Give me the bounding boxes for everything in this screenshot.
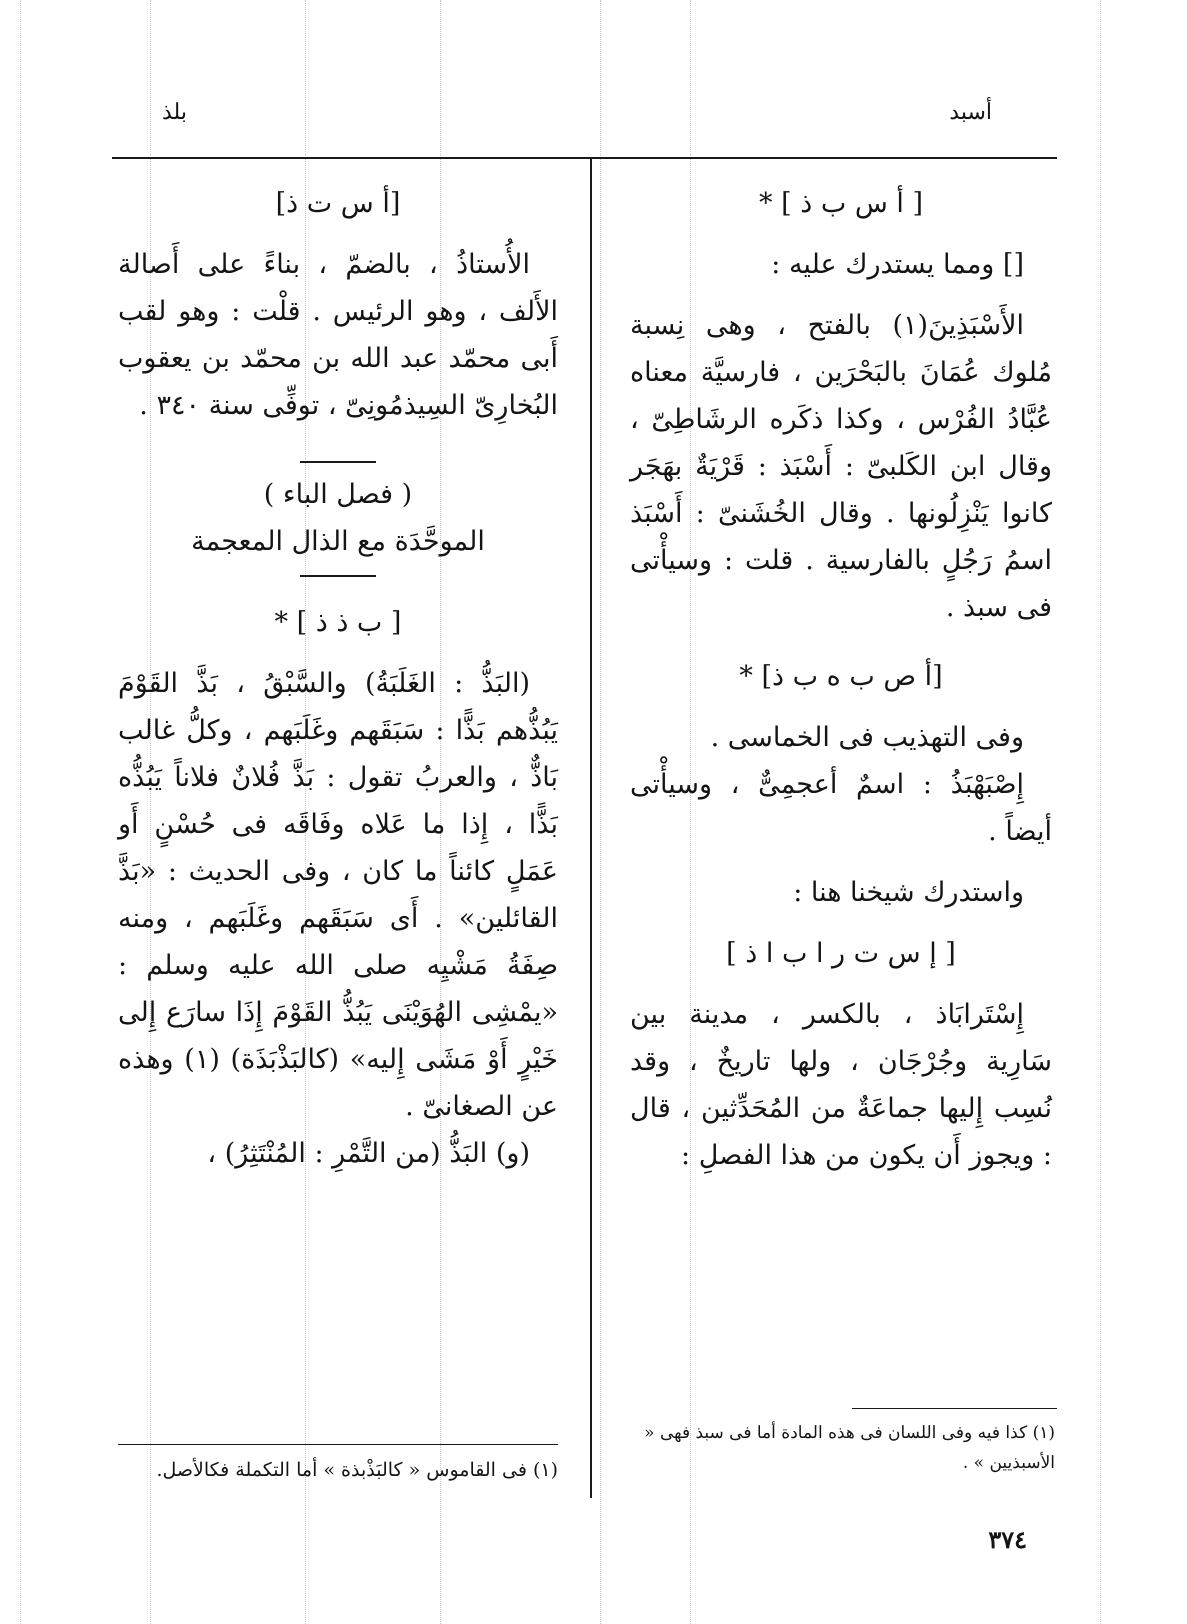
entry-text-tahdhib: وفى التهذيب فى الخماسى . — [710, 722, 1024, 753]
entry-text-istarabadh: إِسْتَرابَاذ ، بالكسر ، مدينة بين سَارِية وجُرْجَان ، ولها تاريخٌ ، وقد نُسِب إِليها جماعَةٌ من المُحَدِّثين ، قال : ويجوز أَن يكون من هذا الفصلِ : — [630, 999, 1052, 1171]
entry-heading-ustadh: [أ س ت ذ] — [275, 188, 401, 219]
page-number: ٣٧٤ — [988, 1525, 1027, 1554]
entry-intro: [] ومما يستدرك عليه : — [771, 249, 1024, 280]
left-column — [118, 180, 558, 1177]
entry-heading-badhdh: [ ب ذ ذ ] * — [274, 607, 402, 638]
section-title: ( فصل الباء ) — [263, 479, 413, 510]
footnote-right: (١) كذا فيه وفى اللسان فى هذه المادة أما فى سبذ فهى « الأسبذيين » . — [644, 1423, 1055, 1473]
entry-text-badhdh-2: (و) البَذُّ (من التَّمْرِ : المُنْتَثِرُ) ، — [207, 1138, 530, 1169]
entry-heading-istarabadh: [ إ س ت ر ا ب ا ذ ] — [726, 938, 956, 969]
right-column — [630, 180, 1052, 1179]
top-rule — [112, 157, 1057, 159]
footnote-rule-left — [118, 1444, 558, 1445]
entry-intro-shaykhuna: واستدرك شيخنا هنا : — [793, 877, 1024, 908]
running-head-left: بلذ — [162, 100, 187, 125]
grid-line — [20, 0, 21, 1624]
column-divider — [590, 158, 592, 1498]
entry-text-isbahbadh: إِصْبَهْبَذُ : اسمٌ أعجمِىٌّ ، وسيأْتى أيضاً . — [630, 769, 1052, 847]
entry-heading-asbadh: [ أ س ب ذ ] * — [759, 188, 923, 219]
entry-text-asbadh: الأَسْبَذِينَ(١) بالفتح ، وهى نِسبة مُلوك عُمَانَ بالبَحْرَين ، فارسيَّة معناه عُبَّادُ الفُرْس ، وكذا ذكَره الرشَاطِىّ ، وقال ابن الكَلبىّ : أَسْبَذ : قَرْيَةٌ بهَجَر كانوا يَنْزِلُونها . وقال الخُشَنىّ : أَسْبَذ اسمُ رَجُلٍ بالفارسية . قلت : وسيأْتى فى سبذ . — [630, 310, 1052, 623]
entry-text-badhdh: (البَذُّ : الغَلَبَةُ) والسَّبْقُ ، بَذَّ القَوْمَ يَبُذُّهم بَذًّا : سَبَقَهم وغَلَبَهم ، وكلُّ غالب بَاذٌّ ، والعربُ تقول : بَذَّ فُلانٌ فلاناً يَبُذُّه بَذًّا ، إِذا ما عَلاه وفَاقَه فى حُسْنٍ أَو عَمَلٍ كائناً ما كان ، وفى الحديث : «بَذَّ القائلين» . أَى سَبَقَهم وغَلَبَهم ، ومنه صِفَةُ مَشْيِه صلى الله عليه وسلم : «يمْشِى الهُوَيْنَى يَبُذُّ القَوْمَ إِذَا سارَع إِلى خَيْرٍ أَوْ مَشَى إِليه» (كالبَذْبَذَة) (١) وهذه عن الصغانىّ . — [118, 668, 558, 1122]
entry-heading-isbahbadh: [أ ص ب ه ب ذ] * — [739, 661, 943, 692]
grid-line — [600, 0, 601, 1624]
footnote-left: (١) فى القاموس « كالبَذْبذة » أما التكملة فكالأصل. — [156, 1459, 558, 1481]
entry-text-ustadh: الأُستاذُ ، بالضمّ ، بناءً على أَصالة الأَلف ، وهو الرئيس . قلْت : وهو لقب أَبى محمّد عبد الله بن محمّد بن يعقوب البُخارِىّ السِيذمُونِىّ ، توفِّى سنة ٣٤٠ . — [118, 249, 558, 421]
running-head-right: أسبد — [949, 100, 992, 125]
grid-line — [1100, 0, 1101, 1624]
section-rule-bottom — [300, 575, 376, 577]
footnote-rule-right — [852, 1408, 1057, 1409]
section-rule-top — [300, 461, 376, 463]
section-subtitle: الموحَّدَة مع الذال المعجمة — [191, 526, 485, 557]
